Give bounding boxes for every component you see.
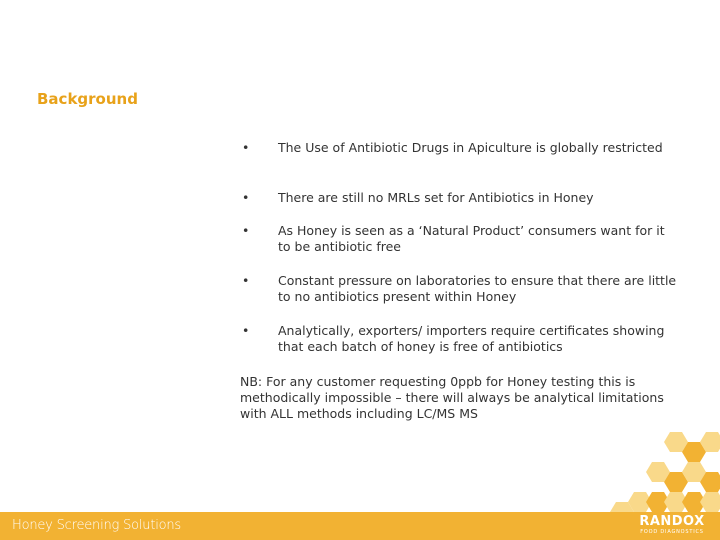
- bullet-text: Analytically, exporters/ importers require certificates showing that each batch of honey is free of antibiotics: [278, 323, 665, 354]
- randox-logo: [632, 514, 712, 538]
- logo-main-text: RANDOX: [639, 514, 705, 529]
- bullet-text: There are still no MRLs set for Antibiotics in Honey: [278, 190, 594, 205]
- slide-title: Background: [37, 90, 138, 108]
- bullet-marker: •: [242, 223, 250, 238]
- honeycomb-cells: [610, 432, 720, 515]
- footer-title: Honey Screening Solutions: [12, 518, 182, 533]
- footer-bar: [0, 512, 720, 540]
- bullet-marker: •: [242, 190, 250, 205]
- bullet-text: Constant pressure on laboratories to ensure that there are little to no antibiotics present within Honey: [278, 273, 677, 304]
- honeycomb-decoration: [520, 430, 720, 515]
- note-text: NB: For any customer requesting 0ppb for Honey testing this is methodically impossible – there will always be analytical limitations with ALL methods including LC/MS MS: [240, 374, 664, 421]
- honeycomb-cell: [700, 492, 720, 512]
- logo-sub-text: FOOD DIAGNOSTICS: [640, 529, 704, 535]
- bullet-marker: •: [242, 140, 250, 155]
- bullet-text: The Use of Antibiotic Drugs in Apiculture is globally restricted: [278, 140, 663, 155]
- bullet-text: As Honey is seen as a ‘Natural Product’ consumers want for it to be antibiotic free: [278, 223, 665, 254]
- bullet-marker: •: [242, 273, 250, 288]
- bullet-marker: •: [242, 323, 250, 338]
